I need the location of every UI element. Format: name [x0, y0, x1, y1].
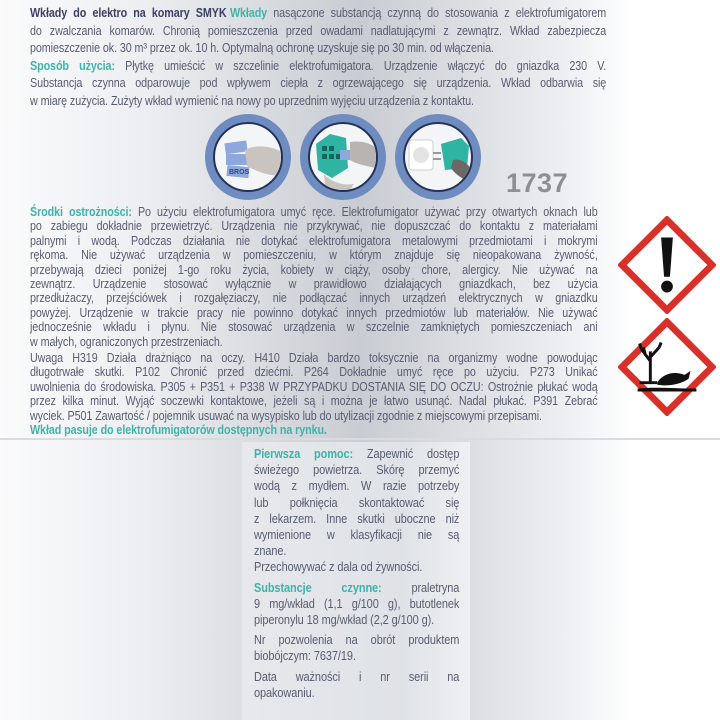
precautions-line: [30, 335, 598, 349]
permit-text: Nr pozwolenia na obrót produktem: [254, 633, 460, 648]
first-aid-line: [254, 527, 459, 543]
permit-line: [254, 648, 459, 664]
first-aid-text: z lekarzem. Inne skutki uboczne niż: [254, 511, 460, 526]
hazard-line: [30, 409, 598, 423]
hazard-text: uwolnienia do środowiska. P305 + P351 + P338 W PRZYPADKU DOSTANIA SIĘ DO OCZU: Ostrożnie płukać wodą: [30, 379, 598, 394]
substances-heading: Substancje czynne:: [254, 580, 382, 595]
first-aid-text: znane.: [254, 544, 287, 559]
usage-text: Substancja czynna odparowuje pod wpływem ciepła z ogrzewającego się urządzenia. Wkład odbarwia się: [30, 76, 607, 90]
environment-hazard-icon: [618, 318, 716, 416]
precautions-line: [30, 320, 598, 334]
insert-refill-step-icon: [205, 114, 291, 200]
precautions-line: [30, 263, 598, 277]
hazard-statements: [30, 351, 598, 437]
first-aid-line: [254, 543, 459, 559]
usage-line: [30, 93, 606, 111]
first-aid-line: [254, 446, 459, 462]
product-description: [30, 5, 606, 110]
expiry-text: opakowaniu.: [254, 685, 315, 700]
precautions-text: w małych, ograniczonych przestrzeniach.: [30, 334, 223, 349]
hazard-text: Uwaga H319 Działa drażniąco na oczy. H410 Działa bardzo toksycznie na organizmy wodne powodując: [30, 351, 598, 365]
permit-line: [254, 632, 459, 648]
storage-note: Przechowywać z dala od żywności.: [254, 560, 423, 575]
expiry-line: [254, 685, 459, 701]
intro-line: [30, 23, 606, 41]
usage-steps: [205, 114, 505, 200]
hazard-text: przez kilka minut. Wyjąć soczewki kontaktowe, jeżeli są i można je łatwo usunąć. Nadal płukać. P391 Zebrać: [30, 394, 598, 409]
intro-text: nasączone substancją czynną do stosowania z elektrofumigatorem: [267, 6, 607, 20]
first-aid-line: [254, 462, 459, 478]
substances-line: [254, 580, 459, 596]
first-aid-text: lub połknięcia skontaktować się: [254, 495, 460, 510]
first-aid-text: Zapewnić dostęp: [353, 447, 460, 461]
intro-line: [30, 40, 606, 58]
precautions-text: Po użyciu elektrofumigatora umyć ręce. Elektrofumigator używać przy otwartych oknach lub: [131, 205, 598, 219]
precautions-text: jednocześnie wkładu i płynu. Nie stosować urządzenia w szczelnie zamkniętych pomieszczeniach ani: [30, 320, 598, 335]
usage-text: w miarę zużycia. Zużyty wkład wymienić na nowy po uprzednim wyjęciu urządzenia z kontaktu.: [30, 93, 474, 108]
precautions-line: [30, 306, 598, 320]
precautions-text: przebywają dzieci poniżej 1-go roku życia, kobiety w ciąży, osoby chore, alergicy. Nie używać na: [30, 262, 598, 277]
expiry-line: [254, 669, 459, 685]
substances-text: piperonylu 18 mg/wkład (2,2 g/100 g).: [254, 613, 435, 628]
precautions-text: przedłużaczy, przejściówek i rozgałęziaczy, nie podłączać innych urządzeń elektrycznych w gniazdku: [30, 291, 598, 306]
precautions-line: [30, 248, 598, 262]
refill-brand-text: BROS: [229, 169, 250, 176]
hazard-line: [30, 394, 598, 408]
precautions-text: po zabiegu dokładnie przewietrzyć. Urządzenia nie przykrywać, nie dopuszczać do kontaktu z materiałami: [30, 219, 598, 234]
permit-text: biobójczym: 7637/19.: [254, 649, 356, 664]
usage-heading: Sposób użycia:: [30, 58, 115, 73]
precautions-line: [30, 234, 598, 248]
exclamation-mark-hazard-icon: [618, 216, 716, 314]
substances-text: 9 mg/wkład (1,1 g/100 g), butotlenek: [254, 596, 460, 611]
first-aid-text: wymienione w klasyfikacji nie są: [254, 528, 460, 543]
refill-in-device-step-icon: [300, 114, 386, 200]
substances-text: praletryna: [381, 580, 460, 595]
first-aid-panel: [242, 442, 470, 720]
intro-text: pomieszczenie ok. 30 m³ przez ok. 10 h. Optymalną ochronę uzyskuje się po 30 min. od włączenia.: [30, 41, 494, 55]
first-aid-text: wodą z mydłem. W razie potrzeby: [254, 479, 460, 494]
precautions-text: zewnątrz. Urządzenie stosować wyłącznie w prawidłowo działających gniazdkach, bez użycia: [30, 277, 598, 292]
plug-in-socket-step-icon: [395, 114, 481, 200]
expiry-text: Data ważności i nr serii na: [254, 669, 460, 684]
substances-line: [254, 596, 459, 612]
precautions-heading: Środki ostrożności:: [30, 205, 132, 219]
hazard-line: [30, 380, 598, 394]
precautions-line: [30, 277, 598, 291]
first-aid-line: [254, 511, 459, 527]
precautions-text: palnymi i wodą. Podczas działania nie dotykać elektrofumigatora metalowymi przedmiotami i mokrymi: [30, 233, 598, 248]
precautions-line: [30, 205, 598, 219]
substances-line: [254, 612, 459, 628]
usage-line: [30, 58, 606, 76]
first-aid-line: [254, 495, 459, 511]
precautions: [30, 205, 598, 349]
first-aid-line: [254, 478, 459, 494]
intro-text: do zwalczania komarów. Chronią pomieszczenia przed owadami nadlatującymi z zewnątrz. Wkład zabezpiecza: [30, 23, 607, 38]
usage-line: [30, 75, 606, 93]
product-code: 1737: [506, 168, 569, 198]
precautions-text: powyżej. Urządzenie w trakcie pracy nie powinno dotykać innych przedmiotów lub materiałów. Nie używać: [30, 305, 598, 320]
precautions-line: [30, 219, 598, 233]
product-title: Wkłady do elektro na komary SMYK: [30, 6, 227, 20]
precautions-text: rękoma. Nie używać urządzenia w pomieszczeniu, w którym znajduje się nieopakowana żywność,: [30, 248, 598, 263]
hazard-text: wyciek. P501 Zawartość / pojemnik usuwać na wysypisko lub do utylizacji zgodnie z miejscowymi przepisami.: [30, 408, 542, 423]
first-aid-heading: Pierwsza pomoc:: [254, 447, 354, 461]
intro-line: [30, 5, 606, 23]
compatibility-note: Wkład pasuje do elektrofumigatorów dostępnych na rynku.: [30, 423, 327, 438]
first-aid-text: świeżego powietrza. Skórę przemyć: [254, 463, 460, 478]
precautions-line: [30, 291, 598, 305]
hazard-line: [30, 365, 598, 379]
hazard-text: długotrwałe skutki. P102 Chronić przed dziećmi. P264 Dokładnie umyć ręce po użyciu. P273 Unikać: [30, 365, 598, 380]
hazard-line: [30, 351, 598, 365]
product-label: Wkłady: [229, 6, 268, 20]
usage-text: Płytkę umieścić w szczelinie elektrofumigatora. Urządzenie włączyć do gniazdka 230 V.: [114, 58, 607, 73]
